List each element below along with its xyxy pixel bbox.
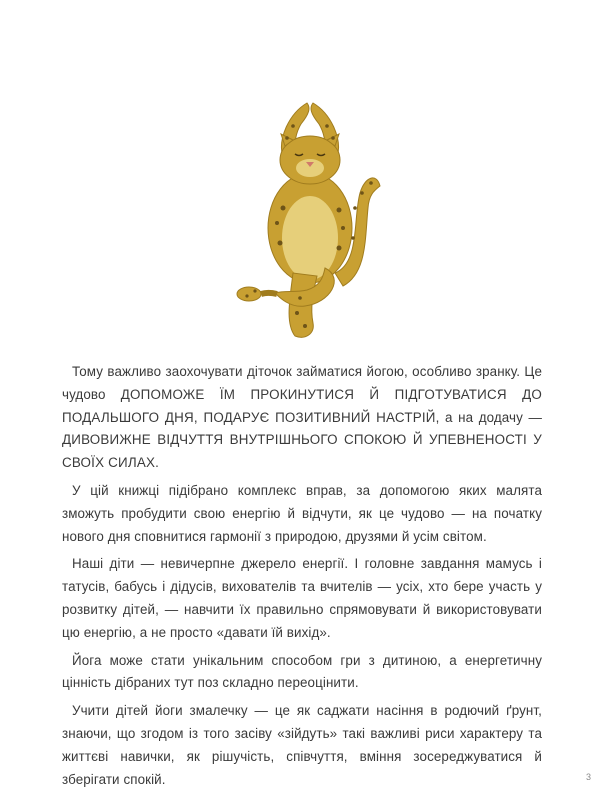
intro-text xyxy=(62,361,542,796)
paragraph-1 xyxy=(62,361,542,475)
paragraph-5: Учити дітей йоги змалечку — це як саджати насіння в родючий ґрунт, знаючи, що згодом із того засіву «зійдуть» такі важливі риси характеру та життєві навички, як рішучість, співчуття, вміння зосереджуватися й зберігати спокій. xyxy=(62,703,542,787)
paragraph-1-caps-2: ДИВОВИЖНЕ ВІДЧУТТЯ ВНУТРІШНЬОГО СПОКОЮ Й УПЕВНЕНОСТІ У СВОЇХ СИЛАХ xyxy=(62,432,542,471)
paragraph-1-caps-1: ДОПОМОЖЕ ЇМ ПРОКИНУТИСЯ Й ПІДГОТУВАТИСЯ ДО ПОДАЛЬШОГО ДНЯ, ПОДАРУЄ ПОЗИТИВНИЙ НАСТРІЙ xyxy=(62,386,542,425)
leopard-tree-pose-icon xyxy=(235,98,395,343)
paragraph-3: Наші діти — невичерпне джерело енергії. І головне завдання мамусь і татусів, бабусь і дідусів, вихователів та вчителів — усіх, хто бере участь у розвитку дітей, — навчити їх правильно спрямовувати й використовувати цю енергію, а не просто «давати їй вихід». xyxy=(62,556,542,640)
yoga-leopard-illustration xyxy=(235,98,395,343)
paragraph-1-part-1: Тому важливо заохочувати діточок займатися йогою, особливо зранку. Це чудово xyxy=(62,364,542,402)
paragraph-2: У цій книжці підібрано комплекс вправ, за допомогою яких малята зможуть пробудити свою енергію й відчути, як це чудово — на початку нового дня сповнитися гармонії з природою, друзями й усім світом. xyxy=(62,482,542,544)
paragraph-1-part-3: , а на додачу — xyxy=(435,409,542,425)
paragraph-4: Йога може стати унікальним способом гри з дитиною, а енергетичну цінність дібраних тут поз складно переоцінити. xyxy=(62,652,542,691)
paragraph-1-part-5: . xyxy=(155,455,159,471)
page-number: 3 xyxy=(586,772,592,782)
